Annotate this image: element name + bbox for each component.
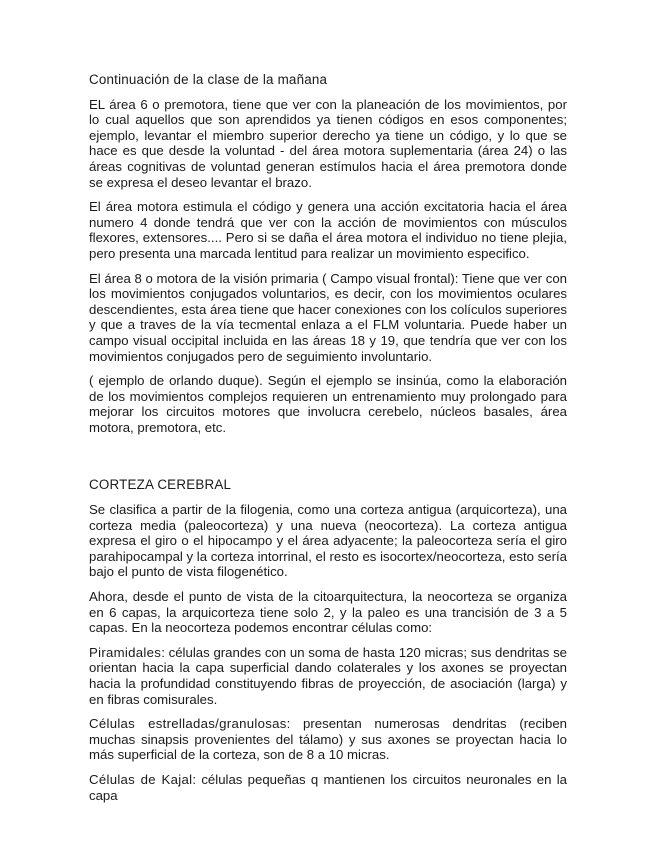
definition-estrelladas: : presentan numerosas dendritas (reciben muchas sinapsis provenientes del tálamo) y sus axones se proyectan hacia lo más superficial de la corteza, son de 8 a 10 micras. (89, 716, 567, 763)
paragraph-piramidales (89, 645, 567, 707)
paragraph-area-6: EL área 6 o premotora, tiene que ver con la planeación de los movimientos, por lo cual aquellos que son aprendidos ya tienen códigos en esos componentes; ejemplo, levantar el miembro superior derecho ya tiene un código, y lo que se hace es que desde la voluntad - del área motora suplementaria (área 24) o las áreas cognitivas de voluntad generan estímulos hacia el área premotora donde se expresa el deseo levantar el brazo. (89, 96, 567, 190)
paragraph-filogenia: Se clasifica a partir de la filogenia, como una corteza antigua (arquicorteza), una corteza media (paleocorteza) y una nueva (neocorteza). La corteza antigua expresa el giro o el hipocampo y el área adyacente; la paleocorteza sería el giro parahipocampal y la corteza intorrinal, el resto es isocortex/neocorteza, esto sería bajo el punto de vista filogenético. (89, 502, 567, 580)
definition-piramidales: : células grandes con un soma de hasta 120 micras; sus dendritas se orientan hacia la capa superficial dando colaterales y los axones se proyectan hacia la profundidad constituyendo fibras de proyección, de asociación (larga) y en fibras comisurales. (89, 644, 567, 707)
section-heading-corteza: CORTEZA CEREBRAL (89, 477, 232, 493)
paragraph-citoarquitectura: Ahora, desde el punto de vista de la citoarquitectura, la neocorteza se organiza en 6 capas, la arquicorteza tiene solo 2, y la paleo es una trancisión de 3 a 5 capas. En la neocorteza podemos encontrar células como: (89, 589, 567, 636)
term-estrelladas: Células estrelladas/granulosas (89, 716, 287, 732)
definition-kajal: : células pequeñas q mantienen los circuitos neuronales en la capa (89, 771, 568, 803)
paragraph-area-motora: El área motora estimula el código y genera una acción excitatoria hacia el área numero 4 donde tendrá que ver con la acción de movimientos con músculos flexores, extensores.... Pero si se daña el área motora el individuo no tiene plejia, pero presenta una marcada lentitud para realizar un movimiento especifico. (89, 199, 567, 261)
paragraph-ejemplo: ( ejemplo de orlando duque). Según el ejemplo se insinúa, como la elaboración de los movimientos complejos requieren un entrenamiento muy prolongado para mejorar los circuitos motores que involucra cerebelo, núcleos basales, área motora, premotora, etc. (89, 373, 567, 435)
document-body (89, 72, 567, 812)
paragraph-kajal (89, 772, 567, 803)
term-kajal: Células de Kajal (89, 771, 193, 787)
section-spacer (89, 444, 567, 477)
paragraph-estrelladas (89, 716, 567, 763)
paragraph-area-8: El área 8 o motora de la visión primaria ( Campo visual frontal): Tiene que ver con los movimientos conjugados voluntarios, es decir, con los movimientos oculares descendientes, esta área tiene que hacer conexiones con los colículos superiores y que a traves de la vía tecmental enlaza a el FLM voluntaria. Puede haber un campo visual occipital incluida en las áreas 18 y 19, que tendría que ver con los movimientos conjugados pero de seguimiento involuntario. (89, 270, 567, 364)
section-heading-continuation: Continuación de la clase de la mañana (89, 72, 328, 87)
term-piramidales: Piramidales (89, 644, 162, 660)
